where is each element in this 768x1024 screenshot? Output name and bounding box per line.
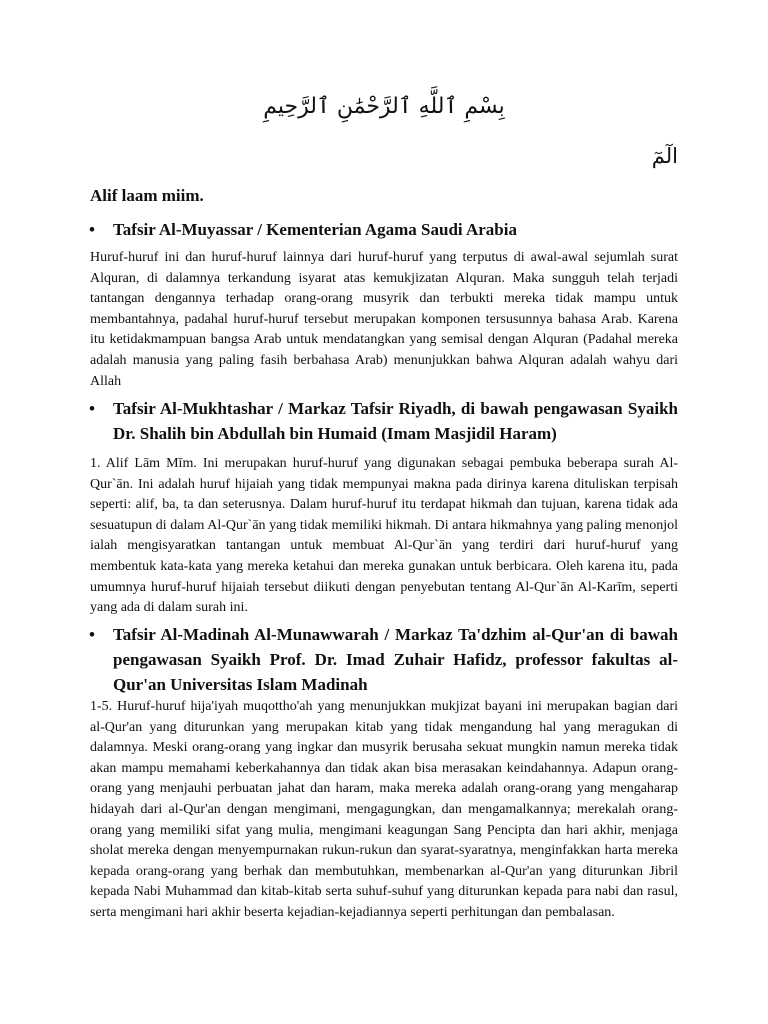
ayah-arabic-text: الٓمٓ xyxy=(651,144,678,168)
tafsir-heading-muyassar: • Tafsir Al-Muyassar / Kementerian Agama Saudi Arabia xyxy=(113,217,678,242)
basmala-heading: بِسْمِ ٱللَّهِ ٱلرَّحْمَٰنِ ٱلرَّحِيمِ xyxy=(263,94,505,119)
tafsir-heading-mukhtashar: • Tafsir Al-Mukhtashar / Markaz Tafsir Riyadh, di bawah pengawasan Syaikh Dr. Shalih bin Abdullah bin Humaid (Imam Masjidil Haram) xyxy=(113,396,678,446)
tafsir-body-muyassar: Huruf-huruf ini dan huruf-huruf lainnya dari huruf-huruf yang terputus di awal-awal sejumlah surat Alquran, di dalamnya terkandung isyarat atas kemukjizatan Alquran. Maka sungguh telah terjadi tantangan dengannya terhadap orang-orang musyrik dan terbukti mereka tidak mampu untuk membantahnya, padahal huruf-huruf tersebut merupakan komponen tersusunnya bahasa Arab. Karena itu ketidakmampuan bangsa Arab untuk mendatangkan yang semisal dengan Alquran (Padahal mereka adalah manusia yang paling fasih berbahasa Arab) menunjukkan bahwa Alquran adalah wahyu dari Allah xyxy=(90,250,678,389)
ayah-transliteration: Alif laam miim. xyxy=(90,186,204,205)
tafsir-body-mukhtashar: 1. Alif Lām Mīm. Ini merupakan huruf-huruf yang digunakan sebagai pembuka beberapa surah Al-Qur`ān. Ini adalah huruf hijaiah yang tidak mempunyai makna pada dirinya karena dituliskan terpisah seperti: alif, ba, ta dan seterusnya. Dalam huruf-huruf itu terdapat hikmah dan tujuan, karena tidak ada sesuatupun di dalam Al-Qur`ān yang tidak memiliki hikmah. Di antara hikmahnya yang paling menonjol ialah mengisyaratkan tantangan untuk membuat Al-Qur`ān yang terdiri dari huruf-huruf yang membentuk kata-kata yang mereka ketahui dan mereka gunakan untuk berbicara. Oleh karena itu, pada umumnya huruf-huruf hijaiah tersebut diikuti dengan penyebutan tentang Al-Qur`ān Al-Karīm, seperti yang ada di dalam surah ini. xyxy=(90,456,678,616)
tafsir-body-madinah: 1-5. Huruf-huruf hija'iyah muqottho'ah yang menunjukkan mukjizat bayani ini merupakan bagian dari al-Qur'an yang diturunkan yang merupakan kitab yang tidak mengandung hal yang meragukan di dalamnya. Meski orang-orang yang ingkar dan musyrik berusaha sekuat mungkin namun mereka tidak akan mampu memahami keberkahannya dan tidak akan bisa merasakan keindahannya. Adapun orang-orang yang menjauhi perbuatan jahat dan haram, maka mereka adalah orang-orang yang mengaharap hidayah dari al-Qur'an dengan mengimani, mengagungkan, dan mengamalkannya; merekalah orang-orang yang memiliki sifat yang mulia, mengimani keagungan Sang Pencipta dan hari akhir, menjaga sholat mereka dengan menyempurnakan rukun-rukun dan syarat-syaratnya, menginfakkan harta mereka kepada orang-orang yang berhak dan membutuhkan, membenarkan al-Qur'an yang diturunkan Jibril kepada Nabi Muhammad dan kitab-kitab serta suhuf-suhuf yang diturunkan kepada para nabi dan rasul, serta mengimani hari akhir beserta kejadian-kejadiannya seperti perhitungan dan pembalasan. xyxy=(90,699,678,920)
tafsir-heading-madinah: • Tafsir Al-Madinah Al-Munawwarah / Markaz Ta'dzhim al-Qur'an di bawah pengawasan Syaikh Prof. Dr. Imad Zuhair Hafidz, professor fakultas al-Qur'an Universitas Islam Madinah xyxy=(113,622,678,697)
